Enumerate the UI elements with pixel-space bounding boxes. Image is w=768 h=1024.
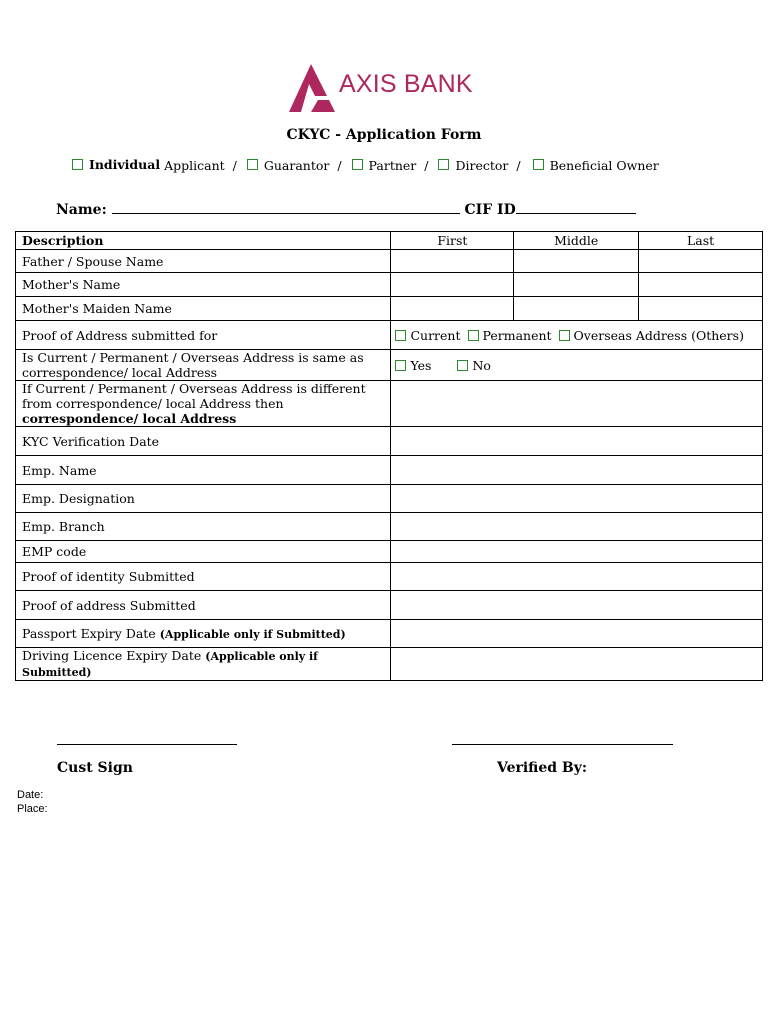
- verified-by-label: Verified By:: [497, 760, 588, 776]
- table-row: [16, 427, 763, 456]
- emp-branch-label: Emp. Branch: [16, 513, 391, 541]
- maiden-middle-cell[interactable]: [514, 297, 639, 321]
- mother-middle-cell[interactable]: [514, 273, 639, 297]
- mother-last-cell[interactable]: [639, 273, 763, 297]
- father-last-cell[interactable]: [639, 250, 763, 273]
- separator: /: [232, 158, 237, 173]
- proof-address-label: Proof of address Submitted: [16, 591, 391, 620]
- guarantor-checkbox[interactable]: [247, 159, 258, 170]
- overseas-label: Overseas Address (Others): [573, 327, 744, 343]
- kyc-date-label: KYC Verification Date: [16, 427, 391, 456]
- table-row: [16, 456, 763, 485]
- permanent-label: Permanent: [482, 327, 552, 343]
- emp-code-label: EMP code: [16, 541, 391, 563]
- page-title: CKYC - Application Form: [286, 127, 482, 143]
- applicant-type-options: [72, 157, 659, 173]
- is-same-line-1: Is Current / Permanent / Overseas Address is same as: [22, 350, 364, 365]
- table-row: [16, 563, 763, 591]
- emp-designation-cell[interactable]: [391, 485, 763, 513]
- proof-address-for-label: Proof of Address submitted for: [16, 321, 391, 350]
- proof-address-cell[interactable]: [391, 591, 763, 620]
- father-spouse-label: Father / Spouse Name: [16, 250, 391, 273]
- table-row: [16, 273, 763, 297]
- cust-sign-line[interactable]: [57, 744, 237, 745]
- header-last: Last: [639, 232, 763, 250]
- no-checkbox[interactable]: [457, 360, 468, 371]
- permanent-checkbox[interactable]: [468, 330, 479, 341]
- header-first: First: [391, 232, 514, 250]
- no-label: No: [472, 357, 491, 373]
- header-middle: Middle: [514, 232, 639, 250]
- is-same-address-label: [16, 350, 391, 381]
- beneficial-owner-checkbox[interactable]: [533, 159, 544, 170]
- proof-identity-label: Proof of identity Submitted: [16, 563, 391, 591]
- driving-label-text: Driving Licence Expiry Date: [22, 648, 202, 663]
- if-diff-line-1: If Current / Permanent / Overseas Address is different: [22, 381, 366, 396]
- driving-expiry-cell[interactable]: [391, 648, 763, 681]
- applicable-note: (Applicable only if Submitted): [22, 650, 318, 679]
- table-header-row: [16, 232, 763, 250]
- cif-label: CIF ID: [464, 202, 516, 218]
- maiden-first-cell[interactable]: [391, 297, 514, 321]
- individual-label-bold: Individual: [89, 157, 161, 172]
- name-cif-line: [56, 202, 636, 218]
- table-row: [16, 250, 763, 273]
- separator: /: [337, 158, 342, 173]
- if-different-address-label: [16, 381, 391, 427]
- mother-first-cell[interactable]: [391, 273, 514, 297]
- table-row: [16, 321, 763, 350]
- table-row: [16, 350, 763, 381]
- guarantor-label: Guarantor: [263, 158, 330, 173]
- header-description: Description: [16, 232, 391, 250]
- correspondence-address-cell[interactable]: [391, 381, 763, 427]
- is-same-line-2: correspondence/ local Address: [22, 365, 218, 380]
- emp-designation-label: Emp. Designation: [16, 485, 391, 513]
- director-label: Director: [455, 158, 509, 173]
- mother-name-label: Mother's Name: [16, 273, 391, 297]
- separator: /: [424, 158, 429, 173]
- yes-label: Yes: [410, 357, 432, 373]
- overseas-checkbox[interactable]: [559, 330, 570, 341]
- kyc-details-table: [15, 231, 763, 681]
- partner-label: Partner: [368, 158, 417, 173]
- address-type-options: [391, 321, 763, 350]
- if-diff-line-3: correspondence/ local Address: [22, 411, 237, 426]
- table-row: [16, 591, 763, 620]
- if-diff-line-2: from correspondence/ local Address then: [22, 396, 284, 411]
- father-middle-cell[interactable]: [514, 250, 639, 273]
- verified-by-line[interactable]: [452, 744, 673, 745]
- father-first-cell[interactable]: [391, 250, 514, 273]
- mother-maiden-label: Mother's Maiden Name: [16, 297, 391, 321]
- emp-name-label: Emp. Name: [16, 456, 391, 485]
- name-field[interactable]: [112, 202, 460, 214]
- date-label: Date:: [17, 789, 44, 801]
- current-label: Current: [410, 327, 461, 343]
- emp-code-cell[interactable]: [391, 541, 763, 563]
- separator: /: [516, 158, 521, 173]
- director-checkbox[interactable]: [438, 159, 449, 170]
- applicable-note: (Applicable only if Submitted): [159, 627, 346, 641]
- kyc-date-cell[interactable]: [391, 427, 763, 456]
- emp-name-cell[interactable]: [391, 456, 763, 485]
- yes-checkbox[interactable]: [395, 360, 406, 371]
- passport-label-text: Passport Expiry Date: [22, 625, 156, 641]
- table-row: [16, 541, 763, 563]
- logo-text: AXIS BANK: [339, 70, 473, 98]
- passport-expiry-cell[interactable]: [391, 620, 763, 648]
- cif-field[interactable]: [516, 202, 636, 214]
- axis-bank-logo: [287, 62, 477, 114]
- axis-logo-mark-icon: [287, 62, 339, 114]
- yes-no-options: [391, 350, 763, 381]
- place-label: Place:: [17, 803, 48, 815]
- driving-expiry-label: [16, 648, 391, 681]
- proof-identity-cell[interactable]: [391, 563, 763, 591]
- beneficial-owner-label: Beneficial Owner: [549, 158, 659, 173]
- current-checkbox[interactable]: [395, 330, 406, 341]
- partner-checkbox[interactable]: [352, 159, 363, 170]
- emp-branch-cell[interactable]: [391, 513, 763, 541]
- cust-sign-label: Cust Sign: [57, 760, 133, 776]
- table-row: [16, 513, 763, 541]
- table-row: [16, 485, 763, 513]
- individual-label: Applicant: [164, 158, 225, 173]
- table-row: [16, 648, 763, 681]
- table-row: [16, 620, 763, 648]
- table-row: [16, 381, 763, 427]
- table-row: [16, 297, 763, 321]
- individual-checkbox[interactable]: [72, 159, 83, 170]
- maiden-last-cell[interactable]: [639, 297, 763, 321]
- passport-expiry-label: [16, 620, 391, 648]
- name-label: Name:: [56, 202, 107, 218]
